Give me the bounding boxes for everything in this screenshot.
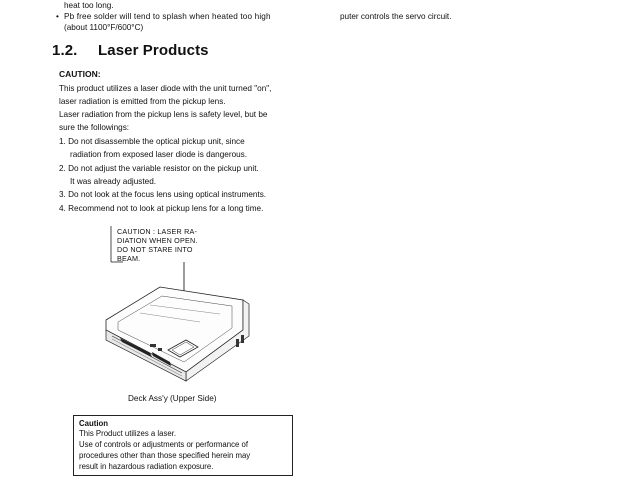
diagram-label-line: DO NOT STARE INTO: [117, 245, 193, 254]
caution-line: Laser radiation from the pickup lens is safety level, but be: [59, 110, 268, 119]
caution-box-line: This Product utilizes a laser.: [79, 429, 177, 438]
caution-line: sure the followings:: [59, 123, 130, 132]
caution-line: radiation from exposed laser diode is dangerous.: [70, 150, 248, 159]
caution-line: This product utilizes a laser diode with the unit turned "on",: [59, 84, 272, 93]
diagram-label-line: CAUTION : LASER RA-: [117, 227, 198, 236]
caution-line: It was already adjusted.: [70, 177, 157, 186]
caution-heading: CAUTION:: [59, 69, 101, 79]
diagram-caption: Deck Ass'y (Upper Side): [128, 394, 217, 403]
body-text-line: Pb free solder will tend to splash when heated too high: [64, 12, 271, 21]
section-title: Laser Products: [98, 42, 209, 59]
caution-line: 4. Recommend not to look at pickup lens for a long time.: [59, 204, 264, 213]
caution-line: laser radiation is emitted from the pickup lens.: [59, 97, 226, 106]
caution-line: 3. Do not look at the focus lens using optical instruments.: [59, 190, 267, 199]
body-text-line: heat too long.: [64, 1, 114, 10]
section-number: 1.2.: [52, 42, 78, 59]
caution-line: 2. Do not adjust the variable resistor on the pickup unit.: [59, 164, 259, 173]
deck-body: [106, 287, 249, 381]
caution-box-line: Use of controls or adjustments or performance of: [79, 440, 249, 449]
body-text-line: puter controls the servo circuit.: [340, 12, 452, 21]
diagram-label-line: BEAM.: [117, 254, 141, 263]
caution-line: 1. Do not disassemble the optical pickup unit, since: [59, 137, 245, 146]
caution-box: [73, 415, 293, 476]
caution-box-title: Caution: [79, 419, 109, 428]
diagram-label-line: DIATION WHEN OPEN.: [117, 236, 198, 245]
caution-box-line: procedures other than those specified herein may: [79, 451, 251, 460]
bullet-mark: •: [56, 12, 59, 21]
body-text-line: (about 1100°F/600°C): [64, 23, 144, 32]
caution-box-line: result in hazardous radiation exposure.: [79, 462, 214, 471]
